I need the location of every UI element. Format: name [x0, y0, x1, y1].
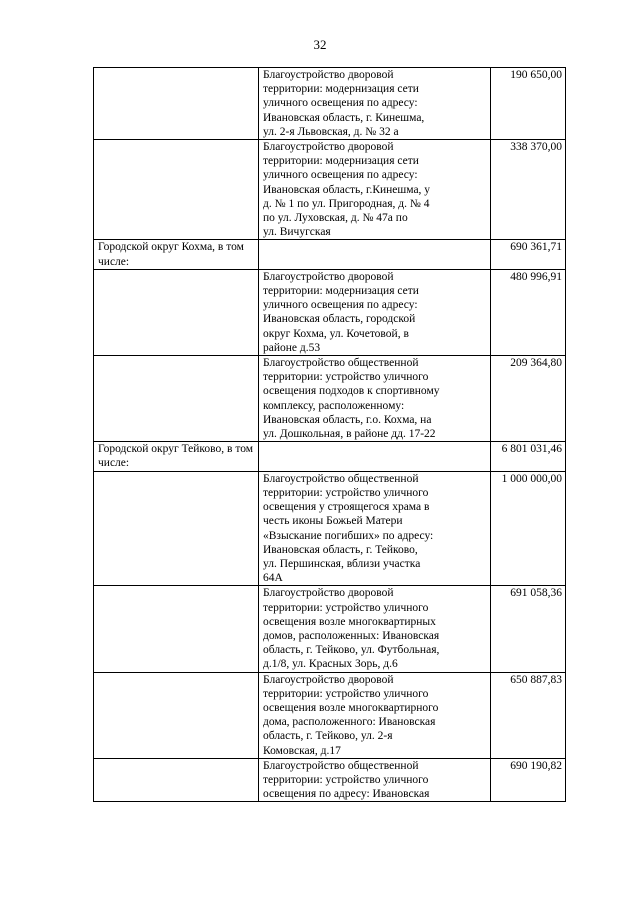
description-line: честь иконы Божьей Матери: [263, 515, 403, 528]
description-cell: [259, 758, 491, 802]
description-line: область, г. Тейково, ул. 2-я: [263, 730, 393, 743]
amount-cell: 690 190,82: [491, 758, 566, 802]
description-line: Благоустройство дворовой: [263, 673, 394, 686]
description-line: территории: устройство уличного: [263, 486, 429, 499]
table-row: [94, 356, 566, 442]
description-line: Благоустройство дворовой: [263, 141, 394, 154]
amount-cell: 690 361,71: [491, 240, 566, 269]
district-cell: [94, 269, 259, 355]
description-line: «Взыскание погибших» по адресу:: [263, 529, 434, 542]
description-line: освещения у строящегося храма в: [263, 501, 430, 514]
description-line: территории: устройство уличного: [263, 371, 429, 384]
table-row: [94, 672, 566, 758]
district-cell: [94, 471, 259, 586]
table-row: [94, 269, 566, 355]
description-line: Благоустройство дворовой: [263, 69, 394, 81]
description-line: домов, расположенных: Ивановская: [263, 629, 440, 642]
district-cell: [94, 672, 259, 758]
amount-cell: 338 370,00: [491, 140, 566, 240]
description-line: Комовская, д.17: [263, 744, 341, 757]
amount-cell: 209 364,80: [491, 356, 566, 442]
amount-cell: 1 000 000,00: [491, 471, 566, 586]
funding-table: [93, 67, 566, 802]
amount-cell: 190 650,00: [491, 68, 566, 140]
table-row: [94, 68, 566, 140]
district-cell: [94, 356, 259, 442]
description-line: Благоустройство дворовой: [263, 270, 394, 283]
description-cell: [259, 68, 491, 140]
table-row: [94, 758, 566, 802]
description-line: Ивановская область, г.Кинешма, у: [263, 183, 431, 196]
description-line: Ивановская область, г.о. Кохма, на: [263, 413, 432, 426]
description-line: 64А: [263, 572, 283, 585]
description-line: районе д.53: [263, 341, 321, 354]
description-cell: [259, 471, 491, 586]
district-cell: [94, 68, 259, 140]
description-line: территории: устройство уличного: [263, 773, 429, 786]
description-line: Благоустройство общественной: [263, 759, 419, 772]
description-line: д. № 1 по ул. Пригородная, д. № 4: [263, 197, 430, 210]
amount-cell: 650 887,83: [491, 672, 566, 758]
page-number: 32: [313, 37, 327, 52]
district-cell: [94, 586, 259, 672]
district-cell: [94, 140, 259, 240]
table-row: [94, 586, 566, 672]
description-line: по ул. Луховская, д. № 47а по: [263, 212, 408, 225]
description-line: ул. Дошкольная, в районе дд. 17-22: [263, 428, 436, 441]
description-line: территории: устройство уличного: [263, 687, 429, 700]
description-line: Ивановская область, городской: [263, 313, 416, 326]
table-row: [94, 140, 566, 240]
description-line: Ивановская область, г. Кинешма,: [263, 111, 425, 124]
description-line: освещения подходов к спортивному: [263, 385, 440, 398]
description-cell: [259, 672, 491, 758]
description-line: территории: модернизация сети: [263, 83, 419, 96]
amount-cell: 480 996,91: [491, 269, 566, 355]
description-line: освещения возле многоквартирного: [263, 701, 439, 714]
description-cell: [259, 240, 491, 269]
description-line: дома, расположенного: Ивановская: [263, 716, 436, 729]
description-line: территории: устройство уличного: [263, 601, 429, 614]
description-line: область, г. Тейково, ул. Футбольная,: [263, 644, 440, 657]
table-row: [94, 442, 566, 471]
description-cell: [259, 442, 491, 471]
description-line: освещения возле многоквартирных: [263, 615, 436, 628]
description-cell: [259, 140, 491, 240]
description-line: Ивановская область, г. Тейково,: [263, 543, 418, 556]
district-cell: Городской округ Тейково, в том числе:: [94, 442, 259, 471]
table-row: [94, 240, 566, 269]
description-line: ул. Першинская, вблизи участка: [263, 557, 421, 570]
description-line: Благоустройство общественной: [263, 357, 419, 370]
description-line: территории: модернизация сети: [263, 285, 419, 298]
description-line: освещения по адресу: Ивановская: [263, 788, 430, 801]
description-line: уличного освещения по адресу:: [263, 97, 418, 110]
description-line: территории: модернизация сети: [263, 155, 419, 168]
district-cell: [94, 758, 259, 802]
description-line: Благоустройство дворовой: [263, 587, 394, 600]
description-line: уличного освещения по адресу:: [263, 169, 418, 182]
description-cell: [259, 356, 491, 442]
description-line: комплексу, расположенному:: [263, 399, 405, 412]
description-cell: [259, 269, 491, 355]
table-row: [94, 471, 566, 586]
district-cell: Городской округ Кохма, в том числе:: [94, 240, 259, 269]
description-line: д.1/8, ул. Красных Зорь, д.6: [263, 658, 398, 671]
description-line: ул. 2-я Львовская, д. № 32 а: [263, 125, 399, 138]
description-line: округ Кохма, ул. Кочетовой, в: [263, 327, 409, 340]
amount-cell: 6 801 031,46: [491, 442, 566, 471]
table-body: [94, 68, 566, 802]
amount-cell: 691 058,36: [491, 586, 566, 672]
description-line: уличного освещения по адресу:: [263, 299, 418, 312]
description-line: Благоустройство общественной: [263, 472, 419, 485]
description-cell: [259, 586, 491, 672]
description-line: ул. Вичугская: [263, 226, 331, 239]
